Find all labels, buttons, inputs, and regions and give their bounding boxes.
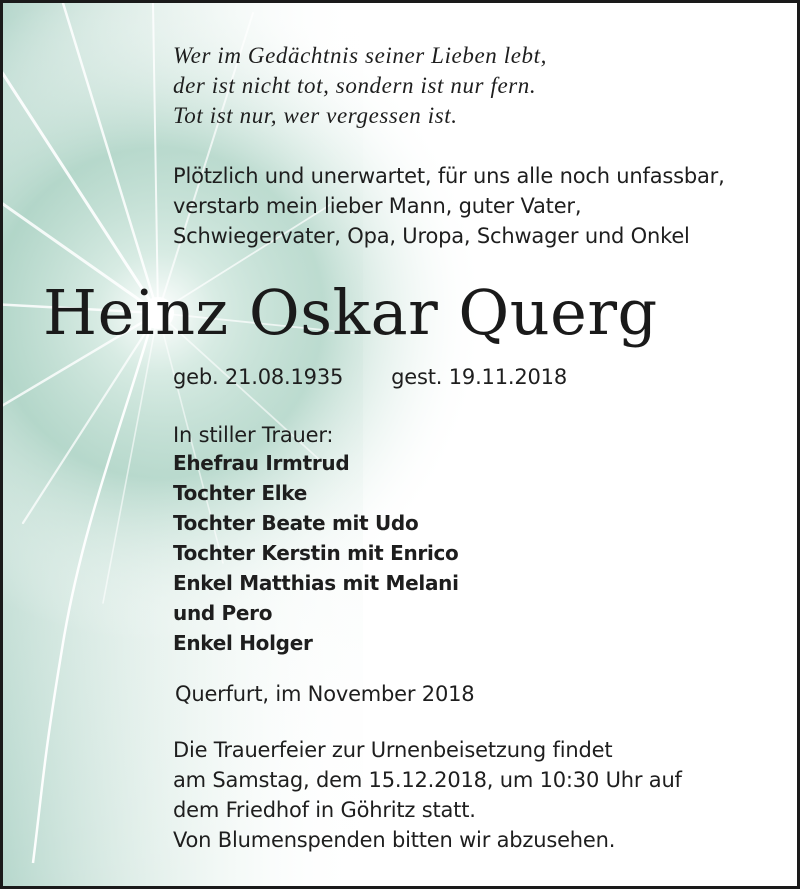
announcement-text <box>173 161 725 251</box>
funeral-line: am Samstag, dem 15.12.2018, um 10:30 Uhr auf <box>173 768 682 792</box>
announcement-line: verstarb mein lieber Mann, guter Vater, <box>173 194 582 218</box>
funeral-line: Von Blumenspenden bitten wir abzusehen. <box>173 828 616 852</box>
announcement-line: Schwiegervater, Opa, Uropa, Schwager und Onkel <box>173 224 690 248</box>
mourner-entry: Tochter Elke <box>173 481 308 505</box>
mourner-entry: Enkel Matthias mit Melani <box>173 571 459 595</box>
funeral-line: dem Friedhof in Göhritz statt. <box>173 798 476 822</box>
mourner-entry: Ehefrau Irmtrud <box>173 451 350 475</box>
birth-date: geb. 21.08.1935 <box>173 365 344 389</box>
mourner-entry: Tochter Beate mit Udo <box>173 511 419 535</box>
deceased-name: Heinz Oskar Querg <box>43 276 658 349</box>
place-and-date: Querfurt, im November 2018 <box>175 682 475 706</box>
funeral-line: Die Trauerfeier zur Urnenbeisetzung findet <box>173 738 613 762</box>
mourner-entry: Enkel Holger <box>173 631 313 655</box>
death-date: gest. 19.11.2018 <box>391 365 567 389</box>
mourner-entry: und Pero <box>173 601 273 625</box>
mourners-list <box>173 448 459 658</box>
quote-line: Tot ist nur, wer vergessen ist. <box>173 103 458 128</box>
announcement-line: Plötzlich und unerwartet, für uns alle noch unfassbar, <box>173 164 725 188</box>
mourner-entry: Tochter Kerstin mit Enrico <box>173 541 459 565</box>
memorial-quote <box>173 41 547 131</box>
quote-line: der ist nicht tot, sondern ist nur fern. <box>173 73 537 98</box>
life-dates <box>173 363 567 391</box>
funeral-details <box>173 735 682 855</box>
quote-line: Wer im Gedächtnis seiner Lieben lebt, <box>173 43 547 68</box>
mourning-heading: In stiller Trauer: <box>173 423 334 447</box>
